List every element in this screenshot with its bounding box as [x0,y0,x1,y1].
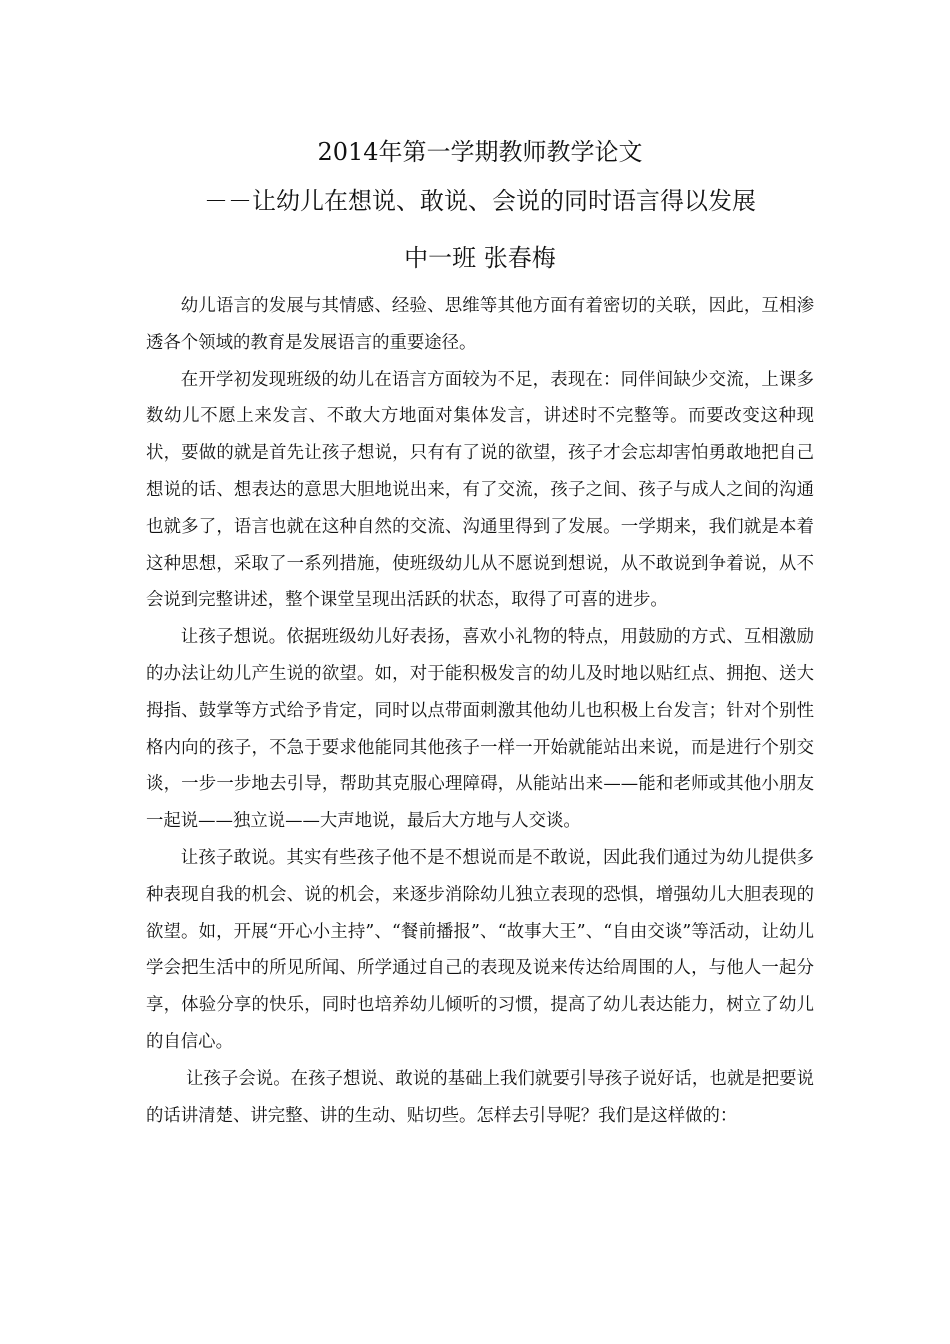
document-title: 2014年第一学期教师教学论文 [317,138,643,166]
paragraph-can-speak: 让孩子会说。在孩子想说、敢说的基础上我们就要引导孩子说好话，也就是把要说的话讲清楚、讲完整、讲的生动、贴切些。怎样去引导呢？我们是这样做的： [146,1068,814,1126]
document-body [146,130,814,1134]
paragraph-dare-to-speak: 让孩子敢说。其实有些孩子他不是不想说而是不敢说，因此我们通过为幼儿提供多种表现自我的机会、说的机会，来逐步消除幼儿独立表现的恐惧，增强幼儿大胆表现的欲望。如，开展“开心小主持”、“餐前播报”、“故事大王”、“自由交谈”等活动，让幼儿学会把生活中的所见所闻、所学通过自己的表现及说来传达给周围的人，与他人一起分享，体验分享的快乐，同时也培养幼儿倾听的习惯，提高了幼儿表达能力，树立了幼儿的自信心。 [146,847,814,1052]
document-author: 中一班 张春梅 [404,244,556,272]
paragraph-intro: 幼儿语言的发展与其情感、经验、思维等其他方面有着密切的关联，因此，互相渗透各个领域的教育是发展语言的重要途径。 [146,296,814,353]
paragraph-want-to-speak: 让孩子想说。依据班级幼儿好表扬，喜欢小礼物的特点，用鼓励的方式、互相激励的办法让幼儿产生说的欲望。如，对于能积极发言的幼儿及时地以贴红点、拥抱、送大拇指、鼓掌等方式给予肯定，同时以点带面刺激其他幼儿也积极上台发言；针对个别性格内向的孩子，不急于要求他能同其他孩子一样一开始就能站出来说，而是进行个别交谈，一步一步地去引导，帮助其克服心理障碍，从能站出来——能和老师或其他小朋友一起说——独立说——大声地说，最后大方地与人交谈。 [146,627,814,832]
paragraph-background: 在开学初发现班级的幼儿在语言方面较为不足，表现在：同伴间缺少交流，上课多数幼儿不愿上来发言、不敢大方地面对集体发言，讲述时不完整等。而要改变这种现状，要做的就是首先让孩子想说，只有有了说的欲望，孩子才会忘却害怕勇敢地把自己想说的话、想表达的意思大胆地说出来，有了交流，孩子之间、孩子与成人之间的沟通也就多了，语言也就在这种自然的交流、沟通里得到了发展。一学期来，我们就是本着这种思想，采取了一系列措施，使班级幼儿从不愿说到想说，从不敢说到争着说，从不会说到完整讲述，整个课堂呈现出活跃的状态，取得了可喜的进步。 [146,369,814,611]
document-subtitle: －－让幼儿在想说、敢说、会说的同时语言得以发展 [204,187,756,215]
